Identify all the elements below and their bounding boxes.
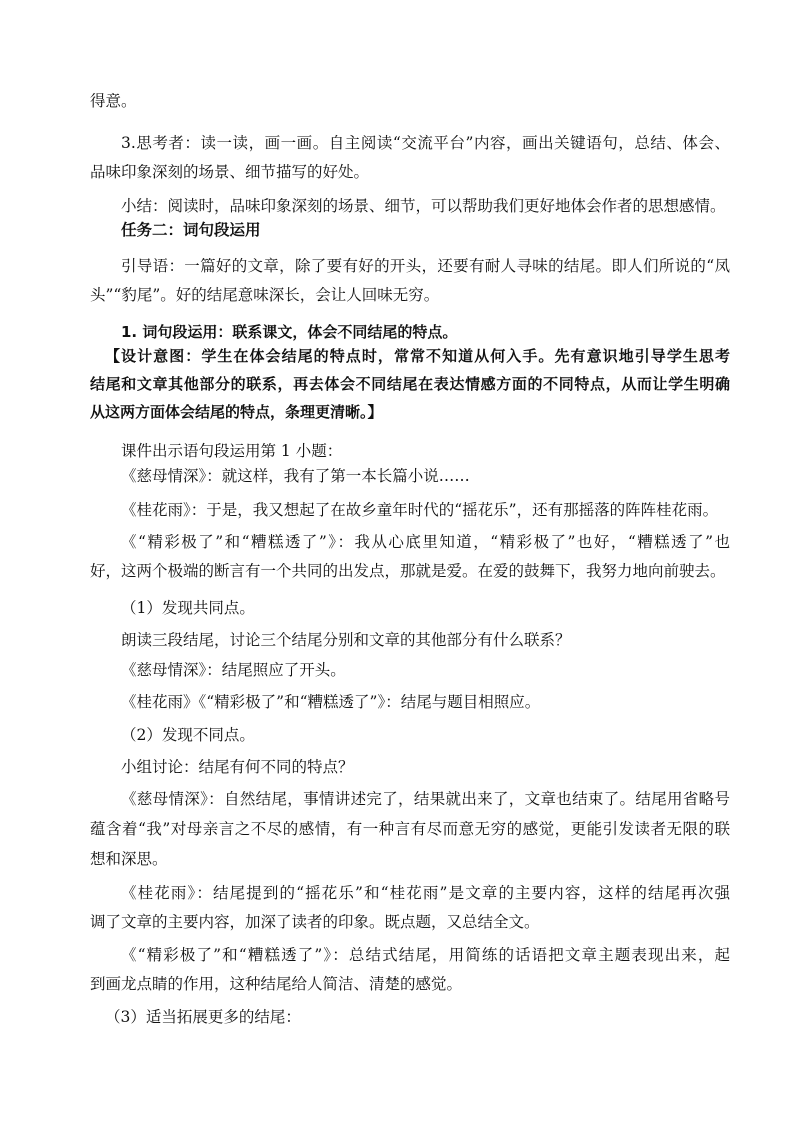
step-heading: （1）发现共同点。 — [121, 599, 255, 617]
paragraph-line: 3.思考者：读一读，画一画。自主阅读“交流平台”内容，画出关键语句，总结、体会、 — [121, 134, 730, 152]
section-heading: 任务二：词句段运用 — [121, 221, 261, 239]
summary-line: 小结：阅读时，品味印象深刻的场景、细节，可以帮助我们更好地体会作者的思想感情。 — [121, 197, 726, 215]
paragraph-line: 《慈母情深》：结尾照应了开头。 — [121, 661, 346, 679]
paragraph-line: 《“精彩极了”和“糟糕透了”》：总结式结尾，用简练的话语把文章主题表现出来，起 — [121, 946, 730, 964]
step-heading: （2）发现不同点。 — [121, 726, 255, 744]
paragraph-line: 蕴含着“我”对母亲言之不尽的感情，有一种言有尽而意无穷的感觉，更能引发读者无限的联 — [90, 820, 730, 838]
quote-line: 《“精彩极了”和“糟糕透了”》：我从心底里知道，“精彩极了”也好，“糟糕透了”也 — [121, 533, 730, 551]
paragraph-line: 引导语：一篇好的文章，除了要有好的开头，还要有耐人寻味的结尾。即人们所说的“凤 — [121, 257, 730, 275]
design-intent-line: 结尾和文章其他部分的联系，再去体会不同结尾在表达情感方面的不同特点，从而让学生明确 — [90, 375, 730, 393]
paragraph-line: 调了文章的主要内容，加深了读者的印象。既点题，又总结全文。 — [90, 913, 540, 931]
paragraph-line: 品味印象深刻的场景、细节描写的好处。 — [90, 163, 370, 181]
paragraph-line: 朗读三段结尾，讨论三个结尾分别和文章的其他部分有什么联系？ — [121, 631, 571, 649]
paragraph-line: 课件出示语句段运用第 1 小题： — [121, 442, 343, 460]
step-heading: （3）适当拓展更多的结尾： — [105, 1008, 301, 1026]
subsection-heading: 1. 词句段运用：联系课文，体会不同结尾的特点。 — [121, 323, 458, 341]
paragraph-line: 得意。 — [90, 92, 137, 110]
paragraph-line: 《慈母情深》：自然结尾，事情讲述完了，结果就出来了，文章也结束了。结尾用省略号 — [121, 790, 730, 808]
paragraph-line: 到画龙点睛的作用，这种结尾给人简洁、清楚的感觉。 — [90, 975, 463, 993]
paragraph-line: 小组讨论：结尾有何不同的特点？ — [121, 758, 354, 776]
quote-line: 《慈母情深》：就这样，我有了第一本长篇小说…… — [121, 467, 470, 485]
paragraph-line: 头”“豹尾”。好的结尾意味深长，会让人回味无穷。 — [90, 286, 440, 304]
design-intent-line: 【设计意图：学生在体会结尾的特点时，常常不知道从何入手。先有意识地引导学生思考 — [105, 347, 730, 365]
design-intent-line: 从这两方面体会结尾的特点，条理更清晰。】 — [90, 403, 383, 421]
quote-line: 《桂花雨》：于是，我又想起了在故乡童年时代的“摇花乐”，还有那摇落的阵阵桂花雨。 — [121, 501, 719, 519]
paragraph-line: 《桂花雨》：结尾提到的“摇花乐”和“桂花雨”是文章的主要内容，这样的结尾再次强 — [121, 884, 730, 902]
paragraph-line: 《桂花雨》《“精彩极了”和“糟糕透了”》：结尾与题目相照应。 — [121, 693, 541, 711]
quote-line: 好，这两个极端的断言有一个共同的出发点，那就是爱。在爱的鼓舞下，我努力地向前驶去。 — [90, 562, 726, 580]
paragraph-line: 想和深思。 — [90, 850, 168, 868]
